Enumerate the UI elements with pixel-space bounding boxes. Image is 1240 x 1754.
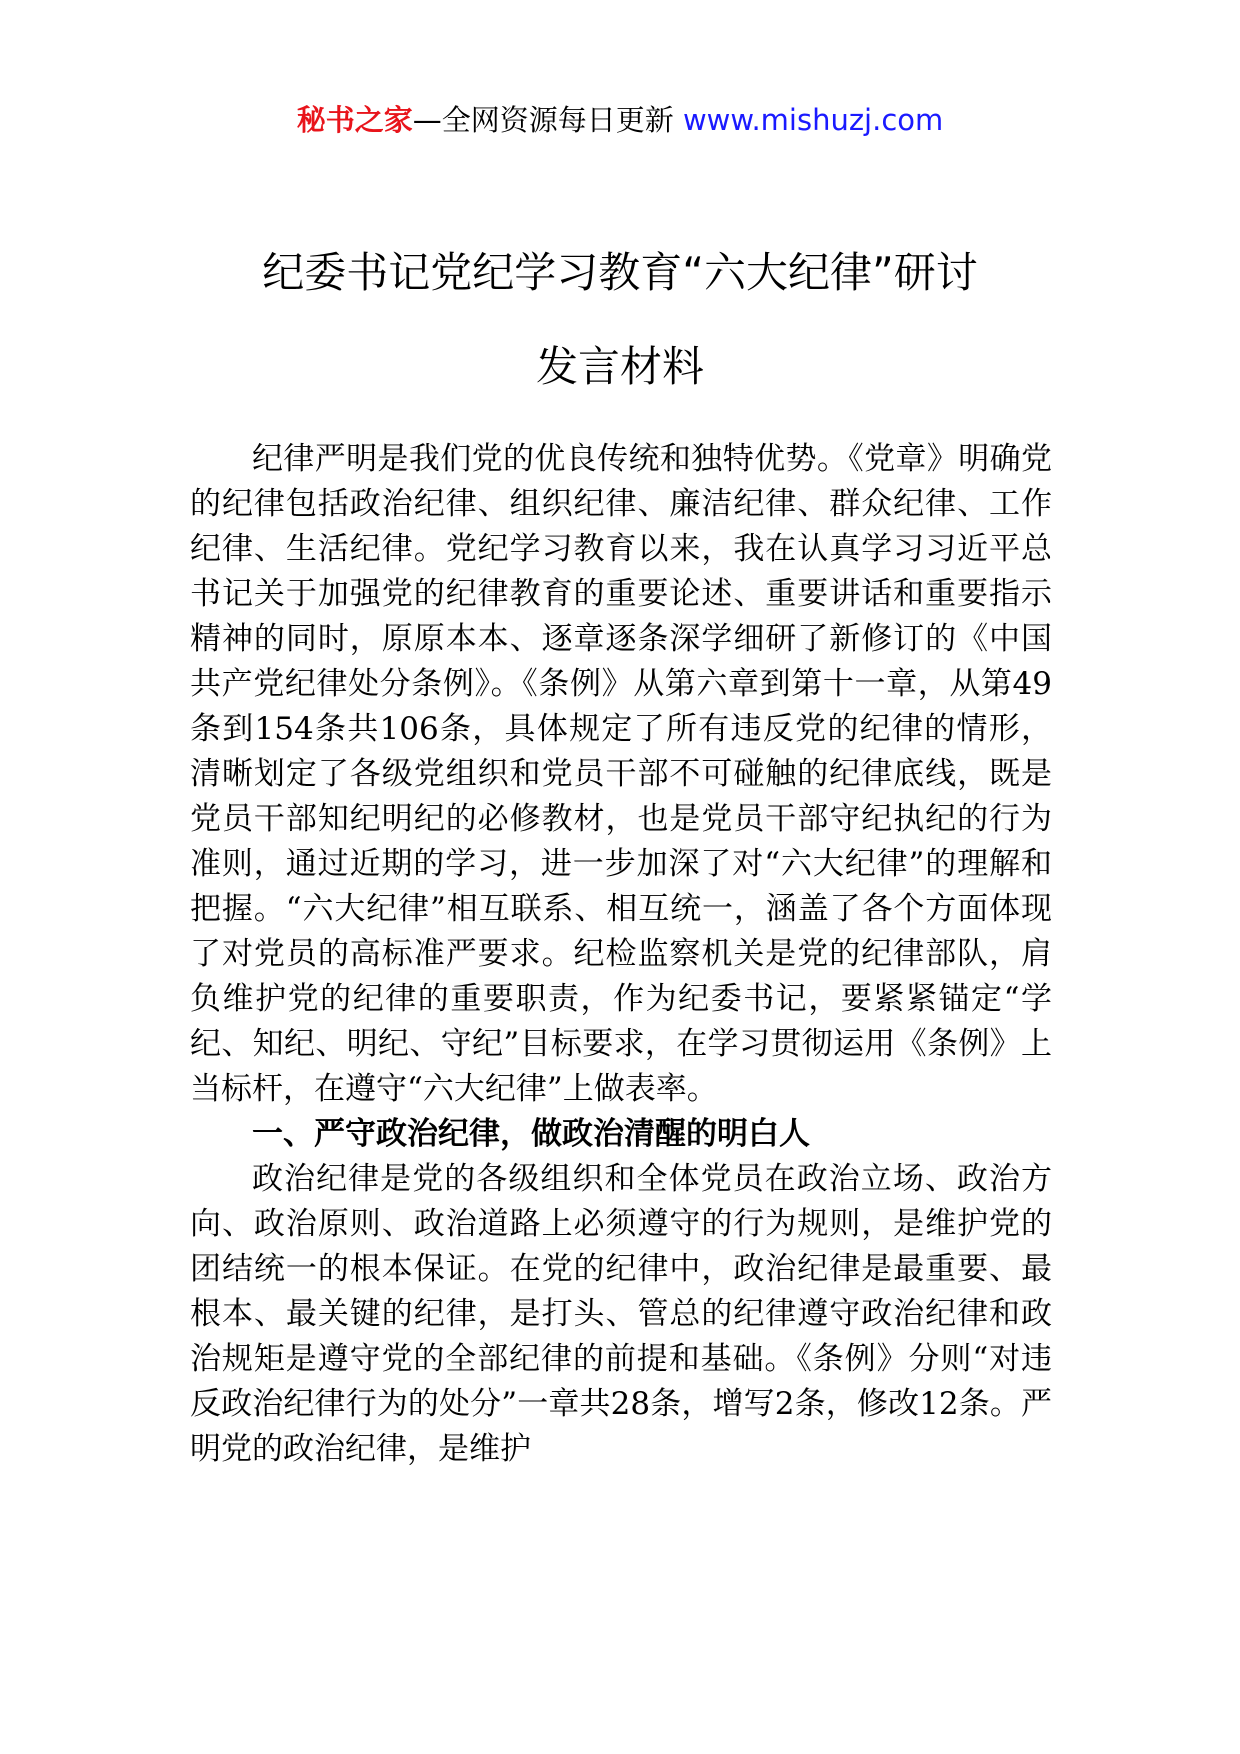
body-paragraph: 政治纪律是党的各级组织和全体党员在政治立场、政治方向、政治原则、政治道路上必须遵守的行为规则，是维护党的团结统一的根本保证。在党的纪律中，政治纪律是最重要、最根本、最关键的纪律，是打头、管总的纪律遵守政治纪律和政治规矩是遵守党的全部纪律的前提和基础。《条例》分则“对违反政治纪律行为的处分”一章共28条，增写2条，修改12条。严明党的政治纪律，是维护 [190, 1161, 1052, 1467]
brand-name: 秘书之家 [296, 103, 413, 137]
page-header [0, 100, 1240, 140]
section-heading: 一、严守政治纪律，做政治清醒的明白人 [252, 1116, 810, 1152]
title-line-1: 纪委书记党纪学习教育“六大纪律”研讨 [262, 248, 978, 297]
header-slogan: —全网资源每日更新 [412, 103, 683, 137]
body-paragraph: 纪律严明是我们党的优良传统和独特优势。《党章》明确党的纪律包括政治纪律、组织纪律、廉洁纪律、群众纪律、工作纪律、生活纪律。党纪学习教育以来，我在认真学习习近平总书记关于加强党的纪律教育的重要论述、重要讲话和重要指示精神的同时，原原本本、逐章逐条深学细研了新修订的《中国共产党纪律处分条例》。《条例》从第六章到第十一章，从第49条到154条共106条，具体规定了所有违反党的纪律的情形，清晰划定了各级党组织和党员干部不可碰触的纪律底线，既是党员干部知纪明纪的必修教材，也是党员干部守纪执纪的行为准则，通过近期的学习，进一步加深了对“六大纪律”的理解和把握。“六大纪律”相互联系、相互统一，涵盖了各个方面体现了对党员的高标准严要求。纪检监察机关是党的纪律部队，肩负维护党的纪律的重要职责，作为纪委书记，要紧紧锚定“学纪、知纪、明纪、守纪”目标要求，在学习贯彻运用《条例》上当标杆，在遵守“六大纪律”上做表率。 [190, 441, 1052, 1107]
document-body [190, 437, 1052, 1472]
document-title [170, 226, 1070, 414]
title-line-2: 发言材料 [535, 342, 704, 391]
site-url-link[interactable]: www.mishuzj.com [682, 103, 944, 137]
